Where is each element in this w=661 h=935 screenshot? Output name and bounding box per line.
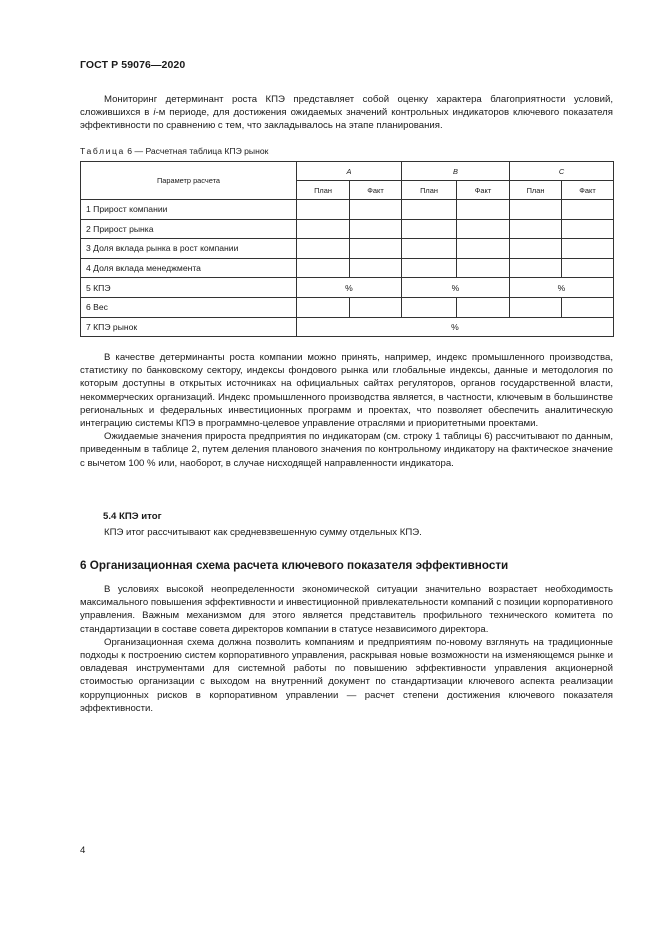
table-cell (350, 200, 402, 220)
body-paragraph: В качестве детерминанты роста компании можно принять, например, индекс промышленного производства, статистику по банковскому сектору, индексы фондового рынка или глобальные индексы, данные и методология по которым доступны в открытых источниках на официальных сайтах регуляторов, органов государственной власти, некоммерческих организаций. Индекс промышленного производства является, в частности, ключевым в большинстве региональных и федеральных инвестиционных программ и проектах, что позволяет обеспечить аналитическую интеграцию системы КПЭ в программно-целевое управление отраслями и приоритетными проектами. (80, 352, 613, 430)
table-cell (297, 219, 350, 239)
table-row (81, 278, 614, 298)
table-cell (297, 297, 350, 317)
table-cell (402, 297, 457, 317)
percent-cell: % (510, 278, 614, 298)
column-subheader: Факт (350, 181, 402, 200)
column-group-header: A (297, 162, 402, 181)
table-cell (562, 239, 614, 259)
table-cell (457, 239, 510, 259)
row-label: 2 Прирост рынка (81, 219, 297, 239)
column-subheader: Факт (562, 181, 614, 200)
table-cell (510, 200, 562, 220)
subsection-paragraph-block (80, 526, 613, 539)
subsection-title: 5.4 КПЭ итог (103, 511, 162, 522)
row-label: 5 КПЭ (81, 278, 297, 298)
intro-text-end: -м периоде, для достижения ожидаемых значений контрольных индикаторов ключевого показателя эффективности по сравнению с тем, что закладывалось на этапе планирования. (80, 107, 613, 132)
table-cell (510, 297, 562, 317)
table-caption (80, 146, 268, 156)
row-label: 1 Прирост компании (81, 200, 297, 220)
table-cell (402, 239, 457, 259)
row-label: 3 Доля вклада рынка в рост компании (81, 239, 297, 259)
body-paragraphs (80, 351, 613, 470)
column-subheader: Факт (457, 181, 510, 200)
percent-cell: % (297, 278, 402, 298)
table-cell (297, 200, 350, 220)
table-cell (510, 219, 562, 239)
table-row (81, 200, 614, 220)
table-cell (562, 219, 614, 239)
section-paragraphs (80, 583, 613, 715)
column-header-parameter: Параметр расчета (81, 162, 297, 200)
table-row (81, 317, 614, 337)
table-cell (562, 200, 614, 220)
column-subheader: План (297, 181, 350, 200)
table-cell (402, 219, 457, 239)
body-paragraph: Ожидаемые значения прироста предприятия по индикаторам (см. строку 1 таблицы 6) рассчитывают по данным, приведенным в таблице 2, путем деления планового значения по контрольному индикатору на фактическое значение с вычетом 100 % или, наоборот, в случае нисходящей направленности индикатора. (80, 431, 613, 469)
table-cell (562, 258, 614, 278)
table-row (81, 258, 614, 278)
table-row (81, 297, 614, 317)
table-cell (402, 200, 457, 220)
row-label: 7 КПЭ рынок (81, 317, 297, 337)
table-caption-word: Таблица (80, 146, 125, 156)
column-group-header: C (510, 162, 614, 181)
table-cell (457, 297, 510, 317)
table-cell (457, 258, 510, 278)
table-cell (350, 239, 402, 259)
table-cell (297, 239, 350, 259)
intro-text-start: Мониторинг детерминант роста КПЭ представляет собой оценку характера благоприятности условий, сложившихся в (80, 94, 613, 119)
table-cell (457, 219, 510, 239)
column-subheader: План (402, 181, 457, 200)
table-cell (562, 297, 614, 317)
table-cell (457, 200, 510, 220)
table-cell (402, 258, 457, 278)
page-number: 4 (80, 845, 86, 856)
table-cell (297, 258, 350, 278)
column-subheader: План (510, 181, 562, 200)
table-row (81, 219, 614, 239)
table-row (81, 239, 614, 259)
subsection-paragraph: КПЭ итог рассчитывают как средневзвешенную сумму отдельных КПЭ. (104, 527, 422, 538)
intro-paragraph-block (80, 93, 613, 133)
section-paragraph: Организационная схема должна позволить компаниям и предприятиям по-новому взглянуть на традиционные подходы к построению систем корпоративного управления, раскрывая новые возможности на изменяющемся рынке и овладевая инструментами для системной работы по повышению эффективности управления акционерной стоимостью организации с выходом на внутренний документ по стандартизации ключевого аспекта реализации коррупционных рисков в корпоративном управлении — расчет степени достижения ключевого показателя эффективности. (80, 636, 613, 714)
total-percent-cell: % (297, 317, 614, 337)
document-code-header: ГОСТ Р 59076—2020 (80, 59, 186, 71)
table-caption-rest: 6 — Расчетная таблица КПЭ рынок (124, 146, 269, 156)
table-cell (350, 258, 402, 278)
section-title: 6 Организационная схема расчета ключевого показателя эффективности (80, 559, 509, 572)
percent-cell: % (402, 278, 510, 298)
row-label: 4 Доля вклада менеджмента (81, 258, 297, 278)
column-group-header: B (402, 162, 510, 181)
table-cell (350, 219, 402, 239)
table-cell (510, 258, 562, 278)
intro-text-italic-i: i (153, 107, 156, 119)
intro-paragraph (80, 93, 613, 133)
table-cell (510, 239, 562, 259)
row-label: 6 Вес (81, 297, 297, 317)
table-cell (350, 297, 402, 317)
section-paragraph: В условиях высокой неопределенности экономической ситуации значительно возрастает необходимость максимального повышения эффективности и инвестиционной привлекательности компаний с позиции корпоративного управления. Важным механизмом для этого является представитель профильного технического комитета по стандартизации в составе совета директоров компании в статусе независимого директора. (80, 584, 613, 635)
kpi-calculation-table (80, 161, 614, 337)
